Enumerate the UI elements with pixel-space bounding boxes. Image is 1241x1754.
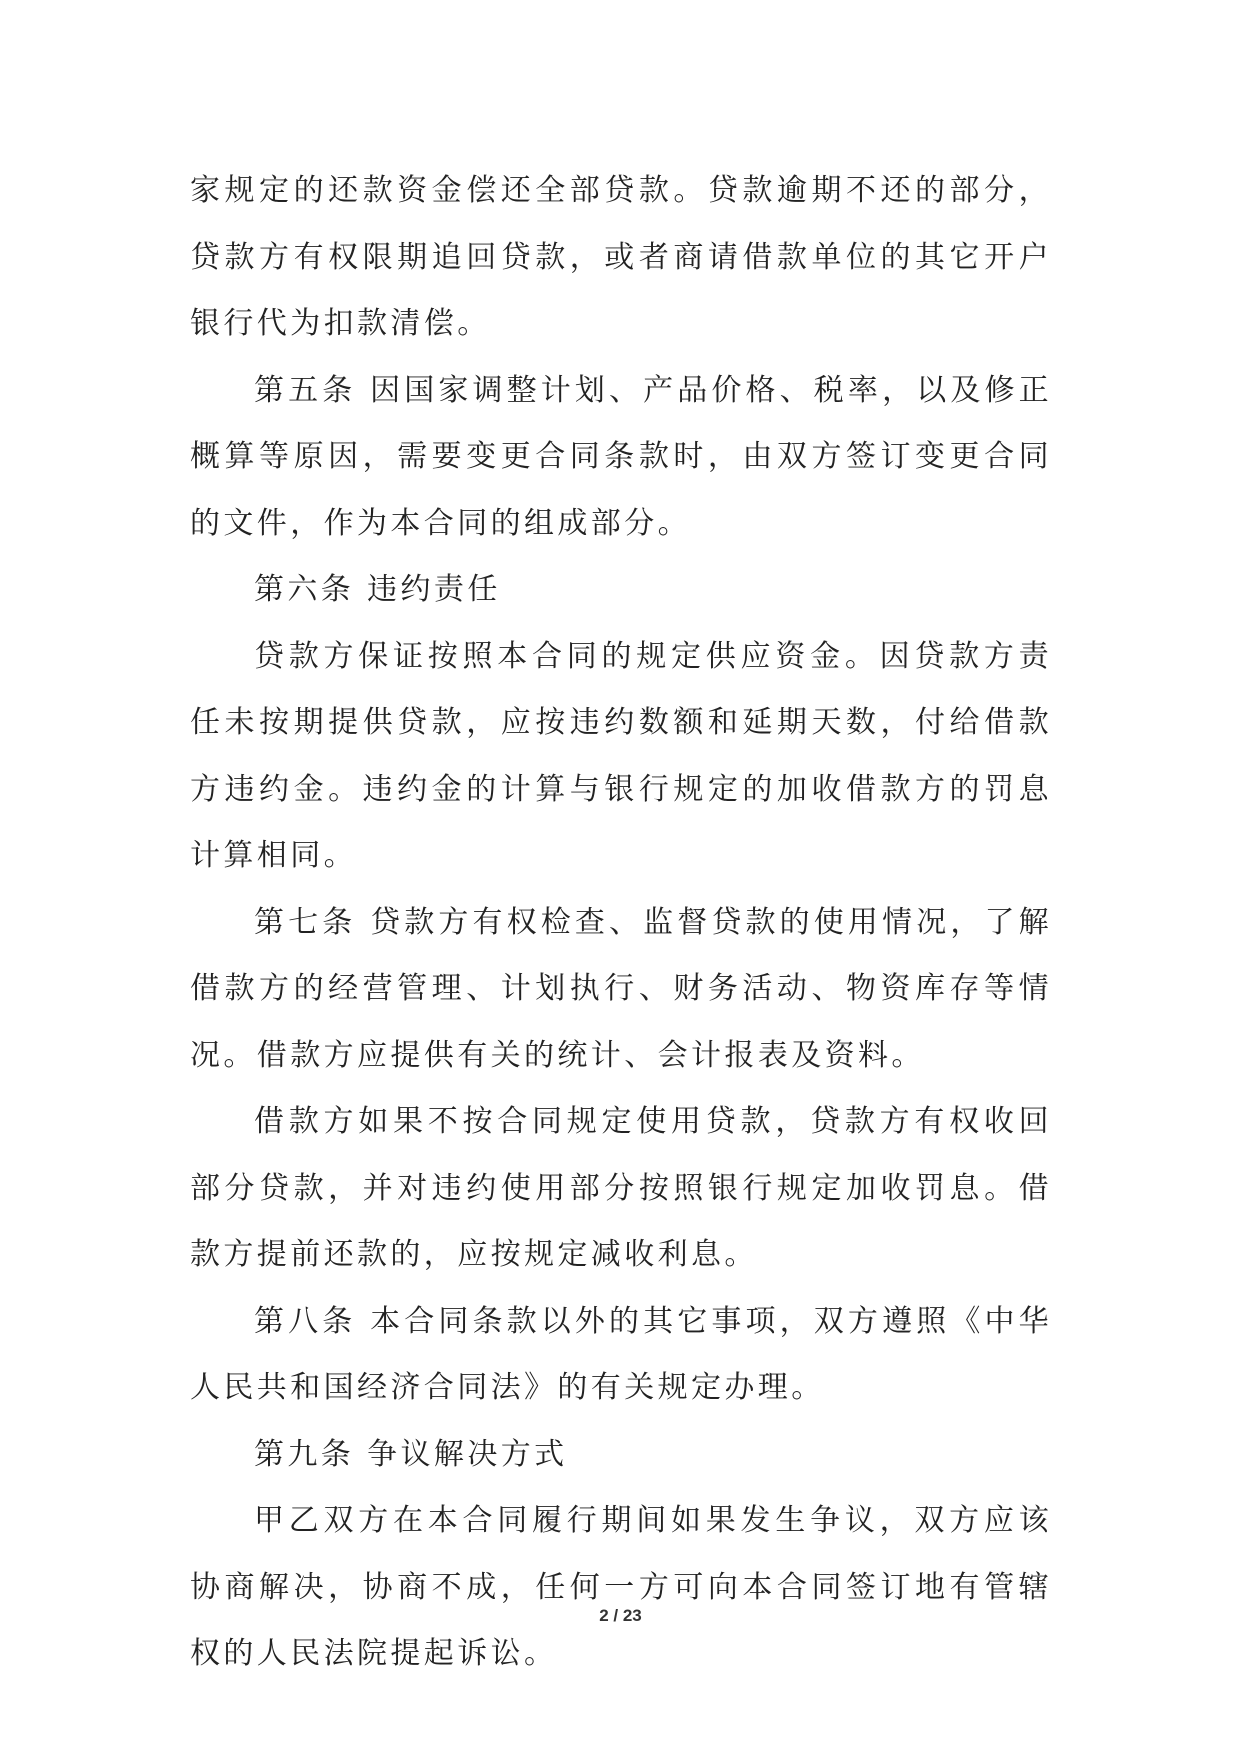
paragraph-article-7-borrower: 借款方如果不按合同规定使用贷款，贷款方有权收回部分贷款，并对违约使用部分按照银行规定加收罚息。借款方提前还款的，应按规定减收利息。 (190, 1104, 1052, 1272)
paragraph-article-6-heading: 第六条 违约责任 (254, 572, 501, 607)
paragraph-article-5: 第五条 因国家调整计划、产品价格、税率，以及修正概算等原因，需要变更合同条款时，由双方签订变更合同的文件，作为本合同的组成部分。 (190, 372, 1052, 541)
document-body (190, 158, 1052, 1688)
paragraph-article-9-heading: 第九条 争议解决方式 (254, 1436, 568, 1472)
page-number: 2 / 23 (599, 1606, 642, 1625)
paragraph-article-9-dispute: 甲乙双方在本合同履行期间如果发生争议，双方应该协商解决，协商不成，任何一方可向本合同签订地有管辖权的人民法院提起诉讼。 (190, 1503, 1052, 1671)
paragraph-article-7: 第七条 贷款方有权检查、监督贷款的使用情况，了解借款方的经营管理、计划执行、财务活动、物资库存等情况。借款方应提供有关的统计、会计报表及资料。 (190, 904, 1052, 1073)
paragraph-continuation: 家规定的还款资金偿还全部贷款。贷款逾期不还的部分，贷款方有权限期追回贷款，或者商请借款单位的其它开户银行代为扣款清偿。 (190, 173, 1052, 341)
paragraph-article-6-lender: 贷款方保证按照本合同的规定供应资金。因贷款方责任未按期提供贷款，应按违约数额和延期天数，付给借款方违约金。违约金的计算与银行规定的加收借款方的罚息计算相同。 (190, 638, 1052, 873)
paragraph-article-8: 第八条 本合同条款以外的其它事项，双方遵照《中华人民共和国经济合同法》的有关规定办理。 (190, 1303, 1052, 1405)
